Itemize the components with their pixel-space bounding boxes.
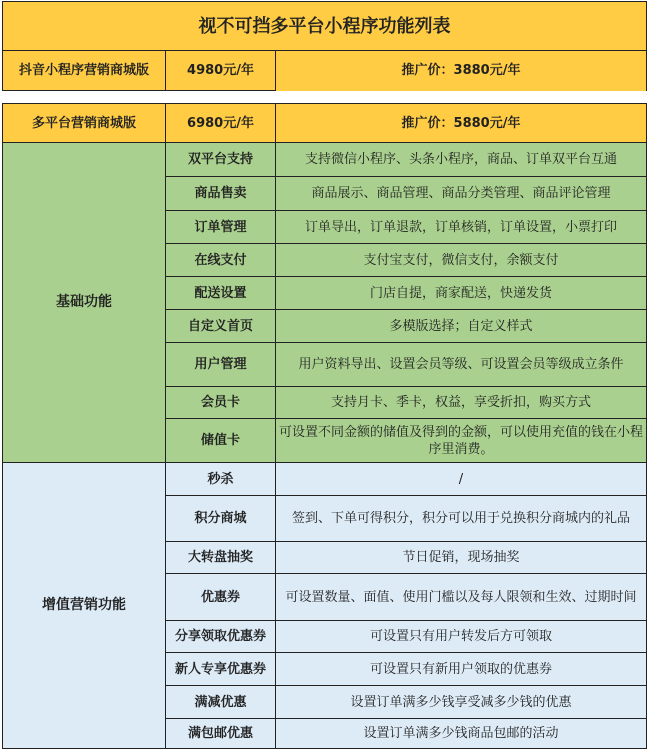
page-title: 视不可挡多平台小程序功能列表 bbox=[3, 2, 647, 51]
feature-description: 签到、下单可得积分，积分可以用于兑换积分商城内的礼品 bbox=[276, 496, 647, 542]
plan-name: 抖音小程序营销商城版 bbox=[3, 51, 166, 91]
group-label: 增值营销功能 bbox=[3, 463, 166, 749]
feature-name: 订单管理 bbox=[166, 211, 276, 244]
feature-description: 可设置不同金额的储值及得到的金额，可以使用充值的钱在小程序里消费。 bbox=[276, 419, 647, 463]
feature-name: 配送设置 bbox=[166, 277, 276, 310]
feature-name: 大转盘抽奖 bbox=[166, 542, 276, 574]
feature-name: 用户管理 bbox=[166, 343, 276, 387]
feature-description: 节日促销，现场抽奖 bbox=[276, 542, 647, 574]
feature-description: 支持微信小程序、头条小程序，商品、订单双平台互通 bbox=[276, 143, 647, 177]
feature-description: 商品展示、商品管理、商品分类管理、商品评论管理 bbox=[276, 177, 647, 211]
feature-description: 支付宝支付，微信支付，余额支付 bbox=[276, 244, 647, 277]
feature-name: 秒杀 bbox=[166, 463, 276, 496]
feature-description: 支持月卡、季卡，权益，享受折扣，购买方式 bbox=[276, 387, 647, 419]
feature-description: 可设置只有新用户领取的优惠券 bbox=[276, 653, 647, 686]
feature-name: 优惠券 bbox=[166, 574, 276, 621]
feature-name: 积分商城 bbox=[166, 496, 276, 542]
feature-name: 新人专享优惠券 bbox=[166, 653, 276, 686]
feature-name: 会员卡 bbox=[166, 387, 276, 419]
feature-name: 在线支付 bbox=[166, 244, 276, 277]
feature-name: 储值卡 bbox=[166, 419, 276, 463]
feature-name: 自定义首页 bbox=[166, 310, 276, 343]
plan-name: 多平台营销商城版 bbox=[3, 104, 166, 143]
feature-name: 商品售卖 bbox=[166, 177, 276, 211]
feature-name: 双平台支持 bbox=[166, 143, 276, 177]
feature-description: 门店自提，商家配送，快递发货 bbox=[276, 277, 647, 310]
feature-table bbox=[2, 103, 647, 749]
plan-promo-price: 推广价：5880元/年 bbox=[276, 104, 647, 143]
feature-row bbox=[3, 143, 647, 177]
plan-row bbox=[3, 51, 647, 91]
header-table bbox=[2, 1, 647, 91]
plan-price: 4980元/年 bbox=[166, 51, 276, 91]
feature-description: 用户资料导出、设置会员等级、可设置会员等级成立条件 bbox=[276, 343, 647, 387]
plan-promo-price: 推广价：3880元/年 bbox=[276, 51, 647, 91]
group-label: 基础功能 bbox=[3, 143, 166, 463]
feature-description: 多模版选择；自定义样式 bbox=[276, 310, 647, 343]
feature-description: 可设置只有用户转发后方可领取 bbox=[276, 621, 647, 653]
feature-description: 订单导出，订单退款，订单核销，订单设置，小票打印 bbox=[276, 211, 647, 244]
feature-name: 满包邮优惠 bbox=[166, 719, 276, 749]
feature-description: / bbox=[276, 463, 647, 496]
plan-row bbox=[3, 104, 647, 143]
feature-name: 分享领取优惠券 bbox=[166, 621, 276, 653]
feature-row bbox=[3, 463, 647, 496]
plan-price: 6980元/年 bbox=[166, 104, 276, 143]
feature-description: 设置订单满多少钱商品包邮的活动 bbox=[276, 719, 647, 749]
feature-name: 满减优惠 bbox=[166, 686, 276, 719]
feature-description: 可设置数量、面值、使用门槛以及每人限领和生效、过期时间 bbox=[276, 574, 647, 621]
feature-description: 设置订单满多少钱享受减多少钱的优惠 bbox=[276, 686, 647, 719]
